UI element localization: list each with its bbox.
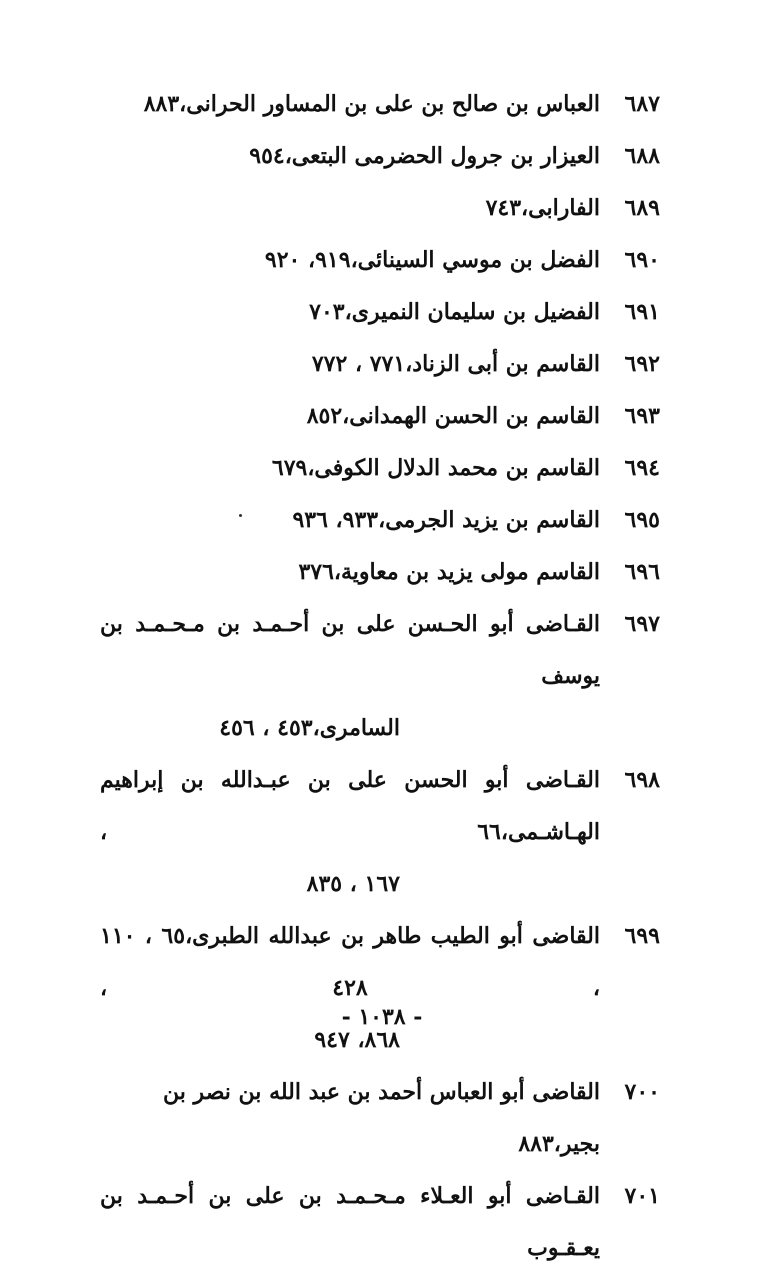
entry-number: ٦٩٩ [624,923,660,949]
entry-text-line: العيزار بن جرول الحضرمى البتعى،٩٥٤ [249,143,600,169]
index-entry [100,1170,660,1274]
page-number: - ١٠٣٨ - [341,1004,423,1030]
entry-number: ٧٠١ [624,1183,660,1209]
entry-number: ٦٨٨ [624,143,660,169]
entry-text [100,130,600,182]
entry-number: ٦٩٧ [624,611,660,637]
index-entry [100,494,660,546]
entry-text-line: الفضيل بن سليمان النميرى،٧٠٣ [309,299,600,325]
entry-number: ٦٨٧ [624,91,660,117]
entry-text-line: القاسم بن الحسن الهمدانى،٨٥٢ [306,403,600,429]
entry-text [100,1066,600,1170]
entry-number: ٦٩٠ [624,247,660,273]
index-entry [100,182,660,234]
index-entry [100,442,660,494]
entry-text [100,494,600,546]
index-entry [100,78,660,130]
index-entry [100,598,660,754]
entry-text-continuation: السامرى،٤٥٣ ، ٤٥٦ [219,715,400,741]
entry-text [100,234,600,286]
entry-number: ٦٩٣ [624,403,660,429]
entry-text-line: القـاضى أبو الحـسن على بن أحـمـد بن مـحـمـد بن يوسف [100,611,600,689]
index-entry [100,390,660,442]
entry-text [100,286,600,338]
entry-number: ٦٩٢ [624,351,660,377]
entry-number: ٦٨٩ [624,195,660,221]
entry-text-line: القـاضى أبو الحسن على بن عبـدالله بن إبراهيم الهـاشـمى،٦٦ ، [100,767,600,845]
entry-text [100,338,600,390]
entry-text-line: الفارابى،٧٤٣ [485,195,600,221]
index-entry [100,286,660,338]
entry-text-continuation: ١٦٧ ، ٨٣٥ [306,871,400,897]
entry-text [100,442,600,494]
entry-text-line: القـاضى أبو العـلاء مـحـمـد بن على بن أحـمـد بن يعـقـوب [100,1183,600,1261]
index-entry [100,754,660,910]
entry-number: ٦٩٤ [624,455,660,481]
entry-text [100,598,600,754]
entry-number: ٦٩٥ [624,507,660,533]
entry-text-line: العباس بن صالح بن على بن المساور الحرانى،٨٨٣ [143,91,600,117]
entry-text-line: القاضى أبو العباس أحمد بن عبد الله بن نصر بن بجير،٨٨٣ [163,1079,600,1157]
entry-text-line: القاسم بن محمد الدلال الكوفى،٦٧٩ [271,455,600,481]
index-entry [100,546,660,598]
entry-text [100,182,600,234]
entry-text-line: الفضل بن موسي السينائى،٩١٩، ٩٢٠ [264,247,600,273]
entry-text-line: القاسم بن أبى الزناد،٧٧١ ، ٧٧٢ [311,351,600,377]
entry-text-line: القاضى أبو الطيب طاهر بن عبدالله الطبرى،٦٥ ، ١١٠ ، ٤٢٨ ، [100,923,601,1001]
entry-text [100,754,600,910]
entry-number: ٦٩٦ [624,559,660,585]
entry-number: ٦٩٨ [624,767,660,793]
index-entry [100,1066,660,1170]
entry-text [100,1170,600,1274]
entry-number: ٧٠٠ [624,1079,660,1105]
entry-text [100,546,600,598]
entry-text [100,390,600,442]
index-entry [100,910,660,1066]
index-entry [100,130,660,182]
entry-text-line: القاسم مولى يزيد بن معاوية،٣٧٦ [298,559,600,585]
index-entry [100,338,660,390]
print-speck [239,514,242,517]
index-entry [100,234,660,286]
entry-text-line: القاسم بن يزيد الجرمى،٩٣٣، ٩٣٦ [292,507,600,533]
entry-text [100,910,600,1066]
entry-number: ٦٩١ [624,299,660,325]
entry-text [100,78,600,130]
entry-text-continuation: ٨٦٨، ٩٤٧ [314,1027,400,1053]
index-entry-list [100,78,660,1274]
